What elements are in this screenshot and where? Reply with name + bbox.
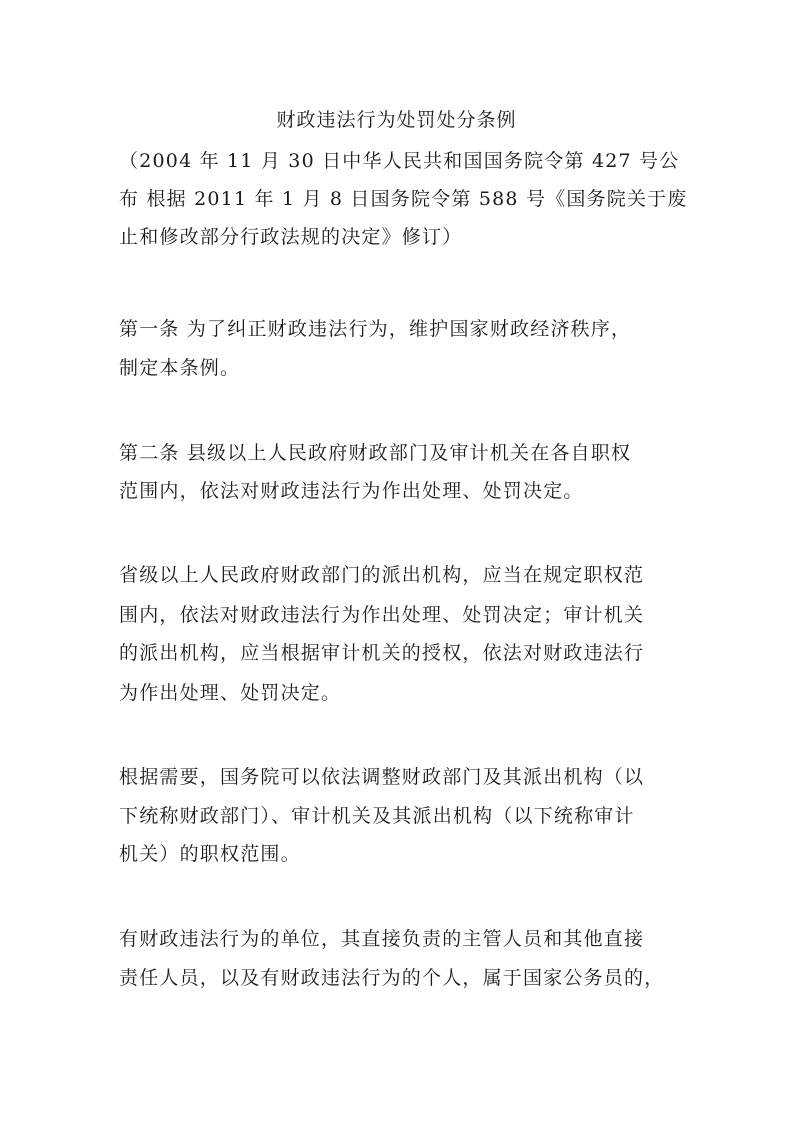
source-line-3: 止和修改部分行政法规的决定》修订） bbox=[119, 226, 463, 248]
para5-line-2: 责任人员，以及有财政违法行为的个人，属于国家公务员的， bbox=[119, 967, 665, 989]
para5-line-1: 有财政违法行为的单位，其直接负责的主管人员和其他直接 bbox=[119, 928, 645, 950]
source-line-2: 布 根据 2011 年 1 月 8 日国务院令第 588 号《国务院关于废 bbox=[119, 188, 688, 210]
document-title: 财政违法行为处罚处分条例 bbox=[276, 109, 517, 131]
para3-line-2: 围内，依法对财政违法行为作出处理、处罚决定；审计机关 bbox=[119, 604, 645, 626]
source-line-1: （2004 年 11 月 30 日中华人民共和国国务院令第 427 号公 bbox=[119, 150, 680, 172]
article2-line-2: 范围内，依法对财政违法行为作出处理、处罚决定。 bbox=[119, 480, 584, 502]
para3-line-3: 的派出机构，应当根据审计机关的授权，依法对财政违法行 bbox=[119, 642, 645, 664]
article1-line-2: 制定本条例。 bbox=[119, 357, 241, 379]
para3-line-4: 为作出处理、处罚决定。 bbox=[119, 682, 342, 704]
para4-line-1: 根据需要，国务院可以依法调整财政部门及其派出机构（以 bbox=[119, 766, 645, 788]
article2-line-1: 第二条 县级以上人民政府财政部门及审计机关在各自职权 bbox=[119, 442, 632, 464]
para4-line-2: 下统称财政部门）、审计机关及其派出机构（以下统称审计 bbox=[119, 805, 635, 827]
para3-line-1: 省级以上人民政府财政部门的派出机构，应当在规定职权范 bbox=[119, 564, 645, 586]
para4-line-3: 机关）的职权范围。 bbox=[119, 843, 301, 865]
article1-line-1: 第一条 为了纠正财政违法行为，维护国家财政经济秩序， bbox=[119, 318, 632, 340]
